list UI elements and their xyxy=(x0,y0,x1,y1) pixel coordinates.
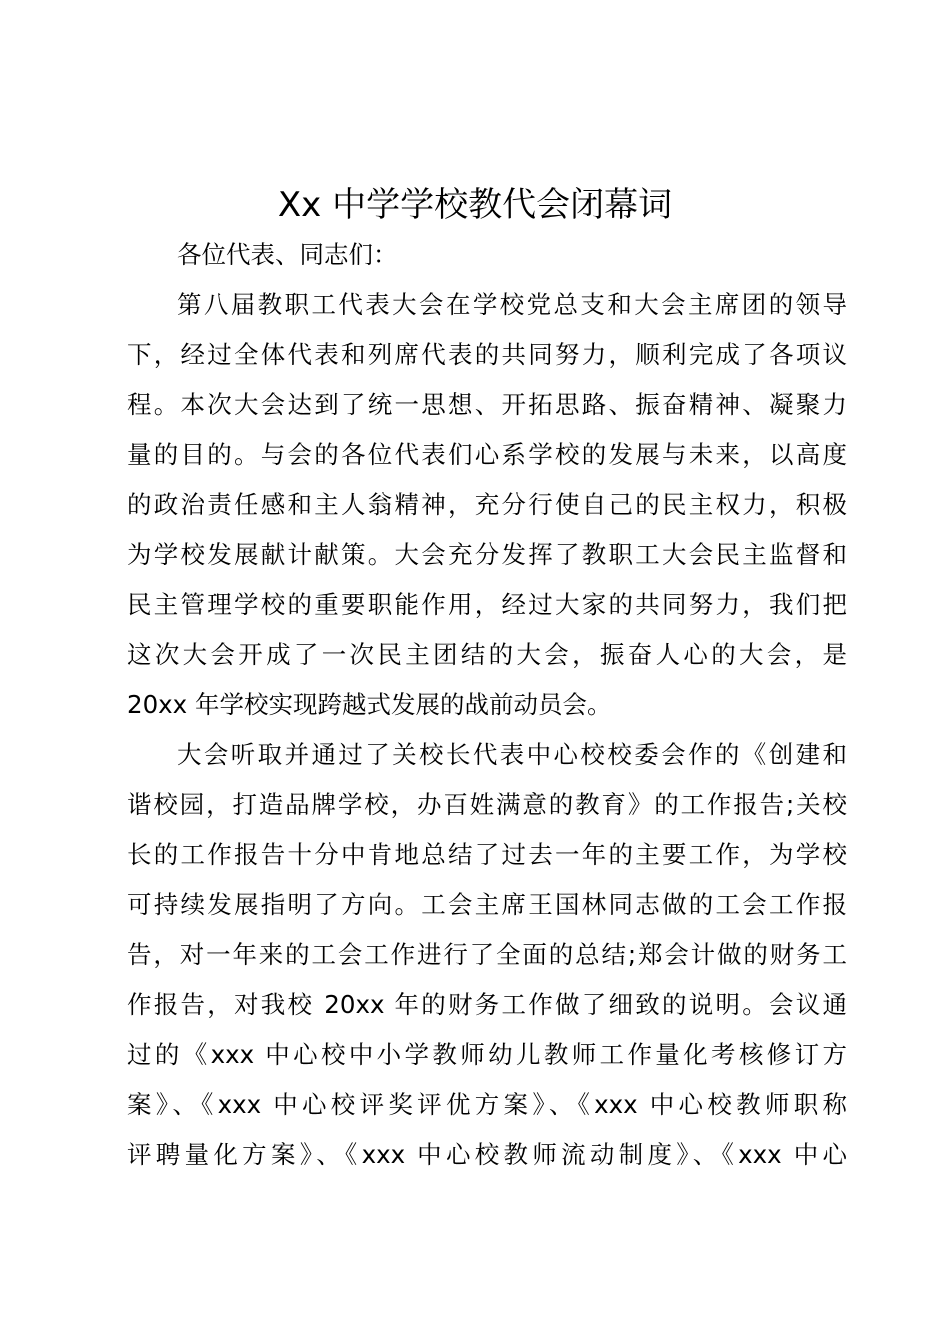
paragraph-line: 可持续发展指明了方向。工会主席王国林同志做的工会工作报 xyxy=(127,890,847,919)
paragraph-line: 20xx 年学校实现跨越式发展的战前动员会。 xyxy=(127,690,612,719)
paragraph-line: 程。本次大会达到了统一思想、开拓思路、振奋精神、凝聚力 xyxy=(127,390,847,419)
paragraph-line: 的政治责任感和主人翁精神，充分行使自己的民主权力，积极 xyxy=(127,490,847,519)
paragraph-line: 为学校发展献计献策。大会充分发挥了教职工大会民主监督和 xyxy=(127,540,847,569)
paragraph-line: 大会听取并通过了关校长代表中心校校委会作的《创建和 xyxy=(177,740,847,769)
paragraph-line: 案》、《xxx 中心校评奖评优方案》、《xxx 中心校教师职称 xyxy=(127,1090,847,1119)
paragraph-line: 第八届教职工代表大会在学校党总支和大会主席团的领导 xyxy=(177,290,847,319)
salutation: 各位代表、同志们： xyxy=(177,240,398,269)
paragraph-line: 长的工作报告十分中肯地总结了过去一年的主要工作，为学校 xyxy=(127,840,847,869)
paragraph-line: 告，对一年来的工会工作进行了全面的总结;郑会计做的财务工 xyxy=(127,940,847,969)
paragraph-2 xyxy=(127,730,847,1180)
paragraph-line: 谐校园，打造品牌学校，办百姓满意的教育》的工作报告;关校 xyxy=(127,790,847,819)
paragraph-line: 评聘量化方案》、《xxx 中心校教师流动制度》、《xxx 中心 xyxy=(127,1140,847,1169)
paragraph-1 xyxy=(127,280,847,730)
document-title: Xx 中学学校教代会闭幕词 xyxy=(277,185,673,225)
paragraph-line: 量的目的。与会的各位代表们心系学校的发展与未来，以高度 xyxy=(127,440,847,469)
paragraph-line: 这次大会开成了一次民主团结的大会，振奋人心的大会，是 xyxy=(127,640,847,669)
paragraph-line: 民主管理学校的重要职能作用，经过大家的共同努力，我们把 xyxy=(127,590,847,619)
paragraph-line: 过的《xxx 中心校中小学教师幼儿教师工作量化考核修订方 xyxy=(127,1040,847,1069)
document-body xyxy=(127,230,847,280)
paragraph-line: 下，经过全体代表和列席代表的共同努力，顺利完成了各项议 xyxy=(127,340,847,369)
paragraph-line: 作报告，对我校 20xx 年的财务工作做了细致的说明。会议通 xyxy=(127,990,847,1019)
